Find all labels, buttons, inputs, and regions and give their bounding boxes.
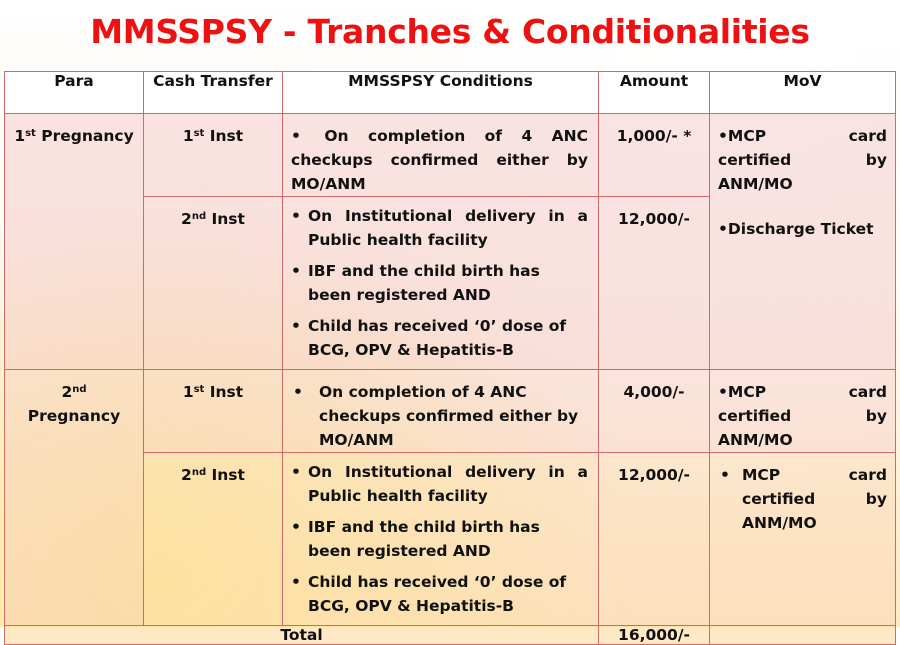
inst-num: 1	[182, 127, 194, 145]
bullet-glyph: •	[291, 573, 301, 591]
bullet-glyph: •	[291, 127, 301, 145]
condition-text: On completion of 4 ANC checkups confirmed either by MO/ANM	[319, 383, 579, 449]
condition-text: Child has received ‘0’ dose of BCG, OPV & Hepatitis-B	[308, 573, 567, 615]
condition-text: Child has received ‘0’ dose of BCG, OPV & Hepatitis-B	[308, 317, 567, 359]
condition-cell	[283, 453, 599, 626]
inst-sup: nd	[191, 467, 207, 478]
para-num: 1	[14, 127, 26, 145]
header-conditions: MMSSPSY Conditions	[283, 72, 599, 114]
condition-text: IBF and the child birth has been registered AND	[308, 262, 540, 304]
bullet-glyph: •	[718, 220, 728, 238]
bullet-glyph: •	[291, 518, 301, 536]
mov-cell	[710, 370, 896, 453]
inst-sup: st	[193, 384, 205, 395]
bullet-glyph: •	[291, 463, 301, 481]
inst-sup: st	[193, 128, 205, 139]
bullet-glyph: •	[720, 466, 730, 484]
bullet-glyph: •	[718, 127, 728, 145]
inst-num: 2	[181, 466, 192, 484]
amount-cell	[599, 114, 710, 197]
mov-text: MCP card certified by ANM/MO	[718, 383, 887, 449]
condition-item	[291, 314, 588, 362]
para-sup: st	[25, 128, 36, 139]
cash-transfer-cell	[144, 370, 283, 453]
inst-label: Inst	[206, 210, 245, 228]
header-cash-transfer: Cash Transfer	[144, 72, 283, 114]
mov-text: MCP card certified by ANM/MO	[742, 466, 887, 532]
condition-item	[291, 204, 588, 252]
cash-transfer-cell	[144, 197, 283, 370]
bullet-glyph: •	[291, 317, 301, 335]
amount-value: 1,000/- *	[616, 127, 692, 145]
inst-sup: nd	[191, 211, 207, 222]
header-mov: MoV	[710, 72, 896, 114]
amount-cell	[599, 370, 710, 453]
table-row	[5, 114, 896, 197]
condition-cell	[283, 114, 599, 197]
inst-label: Inst	[206, 466, 245, 484]
para-label: Pregnancy	[35, 127, 134, 145]
cash-transfer-cell	[144, 114, 283, 197]
condition-item	[291, 570, 588, 618]
total-row	[5, 626, 896, 645]
amount-cell	[599, 197, 710, 370]
condition-item	[291, 515, 588, 563]
condition-cell	[283, 370, 599, 453]
mov-cell	[710, 114, 896, 370]
para-sup: nd	[72, 384, 87, 395]
para-label: Pregnancy	[27, 407, 121, 425]
mov-text: MCP card certified by ANM/MO	[718, 127, 887, 193]
condition-text: On completion of 4 ANC checkups confirmed either by MO/ANM	[291, 127, 588, 193]
bullet-glyph: •	[291, 262, 301, 280]
bullet-glyph: •	[291, 207, 301, 225]
inst-label: Inst	[204, 383, 244, 401]
table-header-row	[5, 72, 896, 114]
inst-num: 2	[181, 210, 192, 228]
total-amount: 16,000/-	[599, 626, 710, 645]
tranches-table	[4, 71, 896, 645]
mov-text: Discharge Ticket	[727, 220, 874, 238]
total-mov-empty	[710, 626, 896, 645]
total-label: Total	[5, 626, 599, 645]
bullet-glyph: •	[293, 383, 303, 401]
mov-cell	[710, 453, 896, 626]
condition-cell	[283, 197, 599, 370]
page-title: MMSSPSY - Tranches & Conditionalities	[90, 12, 810, 51]
amount-value: 12,000/-	[618, 466, 690, 484]
amount-cell	[599, 453, 710, 626]
header-amount: Amount	[599, 72, 710, 114]
cash-transfer-cell	[144, 453, 283, 626]
condition-text: On Institutional delivery in a Public health facility	[308, 463, 588, 505]
para-second-pregnancy	[5, 370, 144, 626]
mov-item	[718, 124, 887, 196]
condition-list	[283, 453, 598, 618]
header-para: Para	[5, 72, 144, 114]
table-row	[5, 370, 896, 453]
condition-list	[283, 197, 598, 362]
condition-item	[291, 259, 588, 307]
condition-item	[291, 460, 588, 508]
inst-label: Inst	[204, 127, 244, 145]
bullet-glyph: •	[718, 383, 728, 401]
amount-value: 4,000/-	[623, 383, 685, 401]
amount-value: 12,000/-	[618, 210, 690, 228]
para-num: 2	[61, 383, 73, 401]
mov-item	[718, 217, 887, 241]
condition-text: IBF and the child birth has been registered AND	[308, 518, 540, 560]
inst-num: 1	[182, 383, 194, 401]
para-first-pregnancy	[5, 114, 144, 370]
condition-text: On Institutional delivery in a Public health facility	[308, 207, 588, 249]
